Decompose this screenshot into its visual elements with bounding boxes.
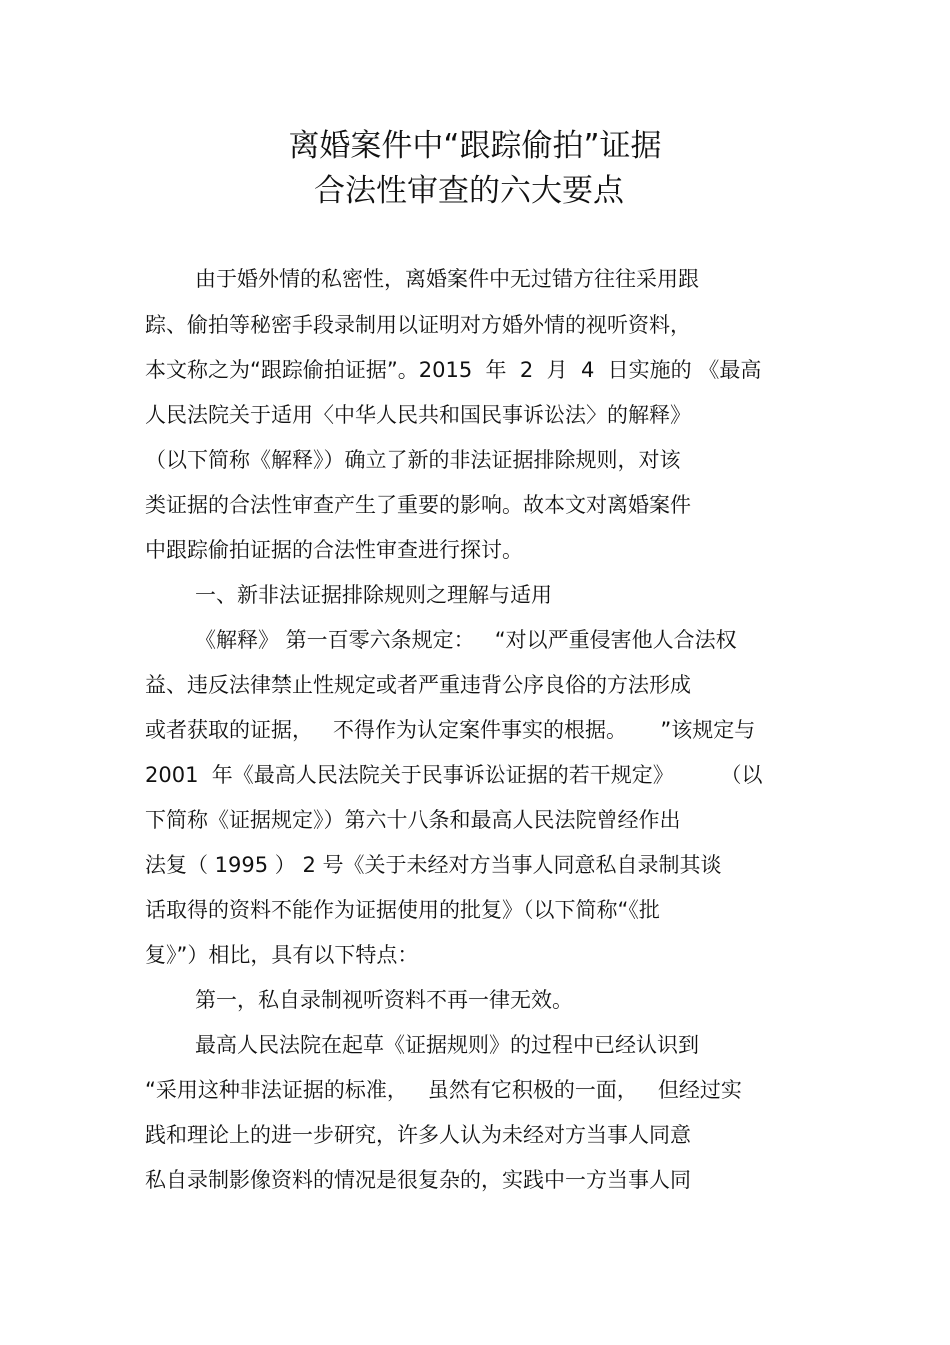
body-line: 《解释》 第一百零六条规定： “对以严重侵害他人合法权 (195, 628, 737, 652)
body-line: 私自录制影像资料的情况是很复杂的，实践中一方当事人同 (145, 1168, 691, 1192)
body-line: 复》”）相比，具有以下特点： (145, 943, 419, 967)
body-line: 益、违反法律禁止性规定或者严重违背公序良俗的方法形成 (145, 673, 691, 697)
body-line: 或者获取的证据， 不得作为认定案件事实的根据。 ”该规定与 (145, 718, 756, 742)
document-title-line-2: 合法性审查的六大要点 (314, 173, 624, 209)
body-line: 踪、偷拍等秘密手段录制用以证明对方婚外情的视听资料， (145, 313, 691, 337)
body-line: 由于婚外情的私密性，离婚案件中无过错方往往采用跟 (195, 267, 699, 291)
body-line: 本文称之为“跟踪偷拍证据”。2015 年 2 月 4 日实施的 《最高 (145, 358, 762, 382)
document-title-line-1: 离婚案件中“跟踪偷拍”证据 (288, 128, 662, 164)
body-line: 第一，私自录制视听资料不再一律无效。 (195, 988, 573, 1012)
body-line: 法复（ 1995 ） 2 号《关于未经对方当事人同意私自录制其谈 (145, 853, 722, 877)
body-line: 话取得的资料不能作为证据使用的批复》（以下简称“《批 (145, 898, 660, 922)
body-line: 类证据的合法性审查产生了重要的影响。故本文对离婚案件 (145, 493, 691, 517)
body-line: 中跟踪偷拍证据的合法性审查进行探讨。 (145, 538, 523, 562)
body-line: 践和理论上的进一步研究，许多人认为未经对方当事人同意 (145, 1123, 691, 1147)
body-line: 人民法院关于适用〈中华人民共和国民事诉讼法〉的解释》 (145, 403, 691, 427)
body-line: 2001 年《最高人民法院关于民事诉讼证据的若干规定》 （以 (145, 763, 763, 787)
body-line: 最高人民法院在起草《证据规则》的过程中已经认识到 (195, 1033, 699, 1057)
body-line: 下简称《证据规定》）第六十八条和最高人民法院曾经作出 (145, 808, 681, 832)
body-line: （以下简称《解释》）确立了新的非法证据排除规则，对该 (145, 448, 681, 472)
body-line: “采用这种非法证据的标准， 虽然有它积极的一面， 但经过实 (145, 1078, 742, 1102)
section-heading: 一、新非法证据排除规则之理解与适用 (195, 583, 552, 607)
